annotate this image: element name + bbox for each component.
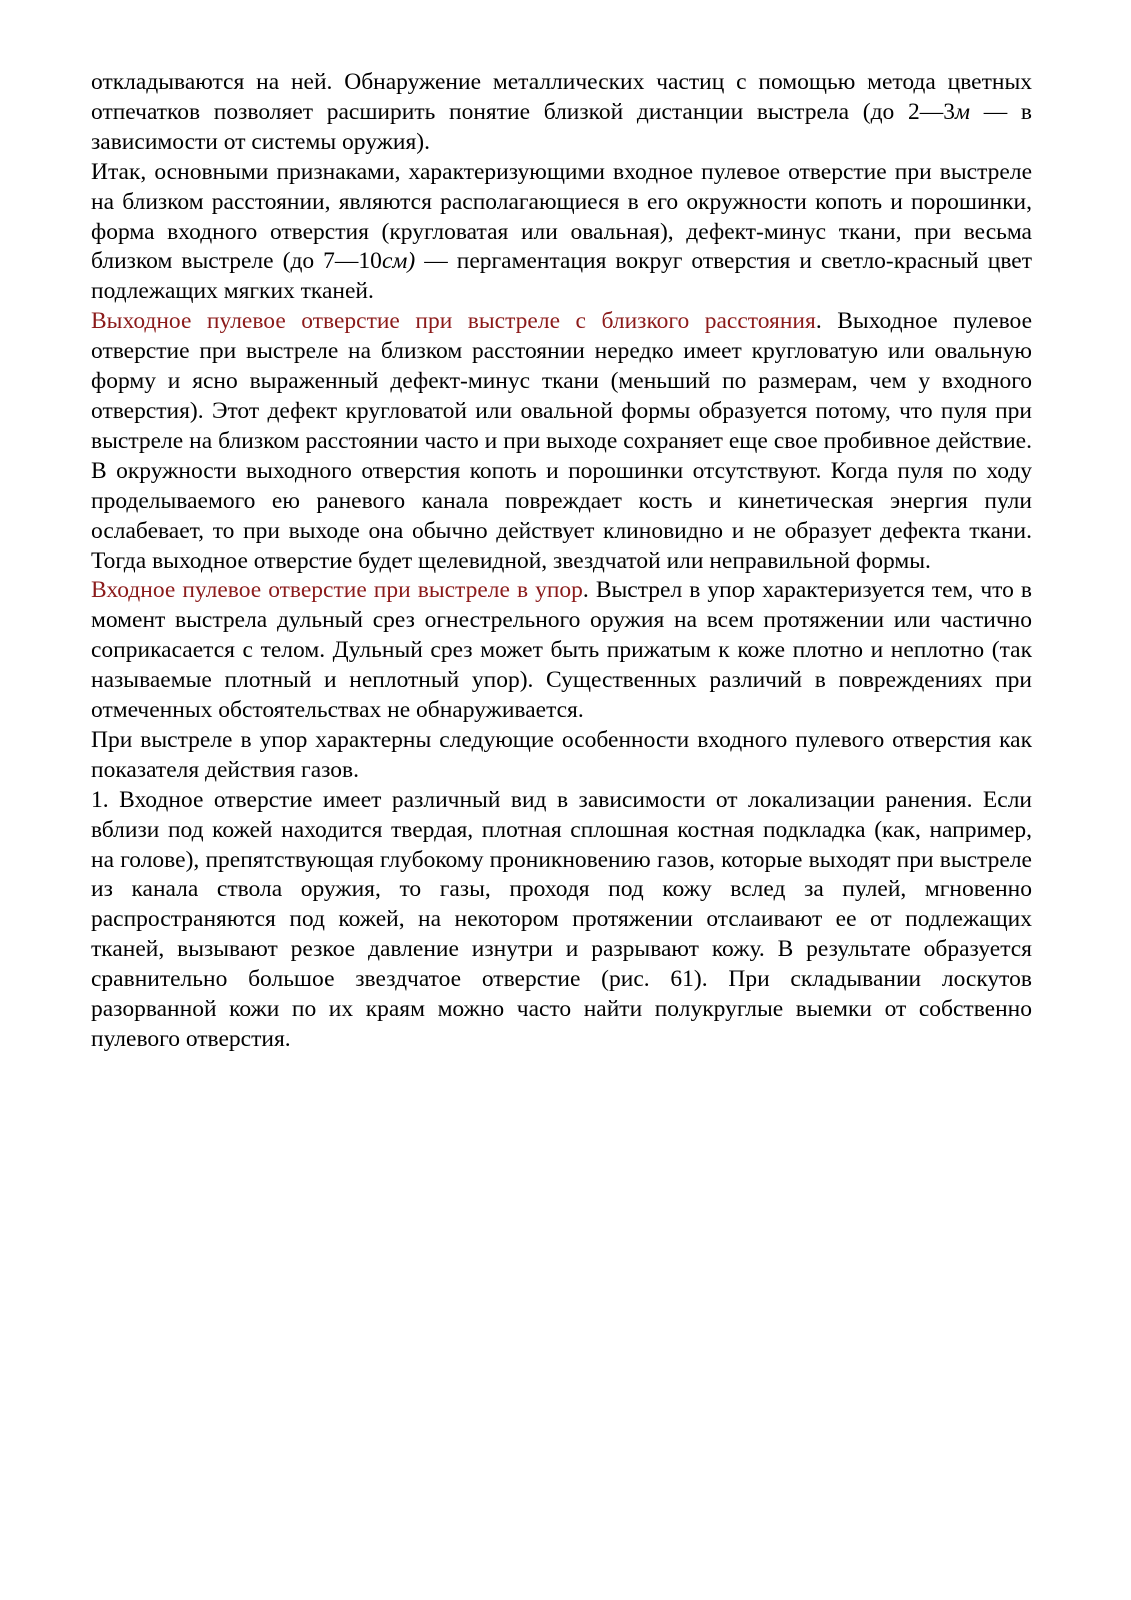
text-run: откладываются на ней. Обнаружение металлических частиц с помощью метода цветных отпечатков позволяет расширить понятие близкой дистанции выстрела (до 2—3: [91, 69, 1032, 125]
unit-meter: м: [955, 98, 970, 125]
text-run: — в зависимости от системы оружия).: [91, 98, 1032, 155]
text-run: . Выстрел в упор характеризуется тем, что в момент выстрела дульный срез огнестрельного оружия на всем протяжении или частично соприкасается с телом. Дульный срез может быть прижатым к коже плотно и неплотно (так называемые плотный и неплотный упор). Существенных различий в повреждениях при отмеченных обстоятельствах не обнаруживается.: [91, 577, 1032, 724]
section-heading-contact-shot: Входное пулевое отверстие при выстреле в упор: [91, 577, 583, 604]
section-heading-exit-wound: Выходное пулевое отверстие при выстреле с близкого расстояния: [91, 308, 816, 335]
paragraph-4: [91, 576, 1032, 726]
text-run: 1. Входное отверстие имеет различный вид в зависимости от локализации ранения. Если вблизи под кожей находится твердая, плотная сплошная костная подкладка (как, например, на голове), препятствующая глубокому проникновению газов, которые выходят при выстреле из канала ствола оружия, то газы, проходя под кожу вслед за пулей, мгновенно распространяются под кожей, на некотором протяжении отслаивают ее от подлежащих тканей, вызывают резкое давление изнутри и разрывают кожу. В результате образуется сравнительно большое звездчатое отверстие (рис. 61). При складывании лоскутов разорванной кожи по их краям можно часто найти полукруглые выемки от собственно пулевого отверстия.: [91, 786, 1032, 1052]
text-run: — пергаментация вокруг отверстия и светло-красный цвет подлежащих мягких тканей.: [91, 248, 1032, 305]
paragraph-5: [91, 726, 1032, 786]
paragraph-2: [91, 158, 1032, 308]
text-run: При выстреле в упор характерны следующие особенности входного пулевого отверстия как показателя действия газов.: [91, 726, 1032, 783]
unit-centimeter: см): [381, 248, 416, 275]
paragraph-6: [91, 786, 1032, 1055]
paragraph-3: [91, 307, 1032, 576]
text-run: . Выходное пулевое отверстие при выстреле на близком расстоянии нередко имеет кругловатую или овальную форму и ясно выраженный дефект-минус ткани (меньший по размерам, чем у входного отверстия). Этот дефект кругловатой или овальной формы образуется потому, что пуля при выстреле на близком расстоянии часто и при выходе сохраняет еще свое пробивное действие. В окружности выходного отверстия копоть и порошинки отсутствуют. Когда пуля по ходу проделываемого ею раневого канала повреждает кость и кинетическая энергия пули ослабевает, то при выходе она обычно действует клиновидно и не образует дефекта ткани. Тогда выходное отверстие будет щелевидной, звездчатой или неправильной формы.: [91, 308, 1032, 574]
paragraph-1: [91, 68, 1032, 158]
document-body: [91, 68, 1032, 1055]
text-run: Итак, основными признаками, характеризующими входное пулевое отверстие при выстреле на близком расстоянии, являются располагающиеся в его окружности копоть и порошинки, форма входного отверстия (кругловатая или овальная), дефект-минус ткани, при весьма близком выстреле (до 7—10: [91, 158, 1032, 275]
